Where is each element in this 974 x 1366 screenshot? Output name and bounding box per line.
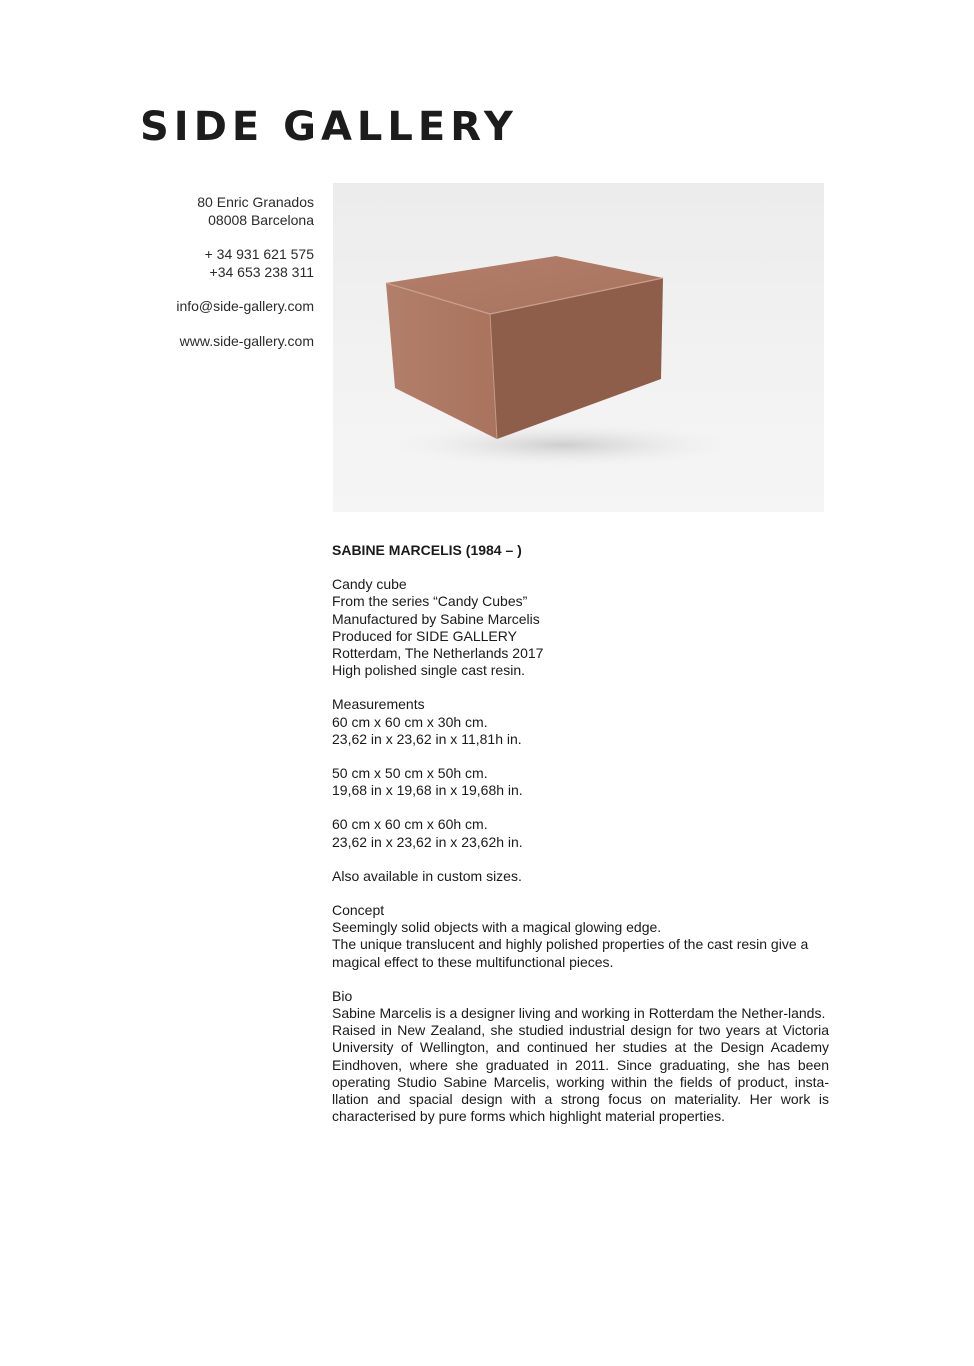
detail-line: From the series “Candy Cubes”	[332, 593, 528, 610]
artist-name: SABINE MARCELIS (1984 – )	[332, 542, 522, 558]
measurement-in: 19,68 in x 19,68 in x 19,68h in.	[332, 782, 523, 799]
concept-text: Seemingly solid objects with a magical glowing edge.	[332, 919, 662, 936]
phone-1[interactable]: + 34 931 621 575	[204, 246, 314, 262]
candy-cube-image	[333, 183, 824, 512]
measurement-cm: 50 cm x 50 cm x 50h cm.	[332, 765, 488, 782]
bio-text: Raised in New Zealand, she studied industrial design for two years at Victoria University of Wellington, and continued her studies at the Design Academy Eindhoven, where she graduated in 2011. Since graduating, she has been operating Studio Sabine Marcelis, working within the fields of product, insta-llation and spacial design with a strong focus on materiality. Her work is characterised by pure forms which highlight material properties.	[332, 1022, 829, 1125]
detail-line: Produced for SIDE GALLERY	[332, 627, 517, 644]
product-description	[332, 542, 829, 1125]
detail-line: Manufactured by Sabine Marcelis	[332, 610, 540, 627]
cube-shadow	[393, 423, 733, 467]
email-link[interactable]: info@side-gallery.com	[176, 298, 314, 314]
product-photo	[333, 183, 824, 512]
address-line-2: 08008 Barcelona	[208, 211, 314, 228]
bio-heading: Bio	[332, 987, 353, 1004]
measurement-cm: 60 cm x 60 cm x 60h cm.	[332, 816, 488, 833]
address-line-1: 80 Enric Granados	[197, 194, 314, 210]
website-link[interactable]: www.side-gallery.com	[179, 332, 314, 349]
contact-block	[94, 194, 314, 350]
concept-heading: Concept	[332, 902, 385, 919]
detail-line: High polished single cast resin.	[332, 662, 525, 679]
product-title: Candy cube	[332, 576, 407, 593]
measurement-in: 23,62 in x 23,62 in x 23,62h in.	[332, 833, 523, 850]
gallery-logo: SIDE GALLERY	[140, 104, 518, 150]
measurement-cm: 60 cm x 60 cm x 30h cm.	[332, 713, 488, 730]
concept-text: The unique translucent and highly polished properties of the cast resin give a magical effect to these multifunctional pieces.	[332, 936, 809, 970]
measurements-heading: Measurements	[332, 696, 425, 713]
phone-2[interactable]: +34 653 238 311	[209, 263, 314, 280]
detail-line: Rotterdam, The Netherlands 2017	[332, 645, 544, 662]
custom-sizes-note: Also available in custom sizes.	[332, 867, 522, 884]
bio-text: Sabine Marcelis is a designer living and working in Rotterdam the Nether-lands.	[332, 1005, 826, 1022]
measurement-in: 23,62 in x 23,62 in x 11,81h in.	[332, 730, 522, 747]
